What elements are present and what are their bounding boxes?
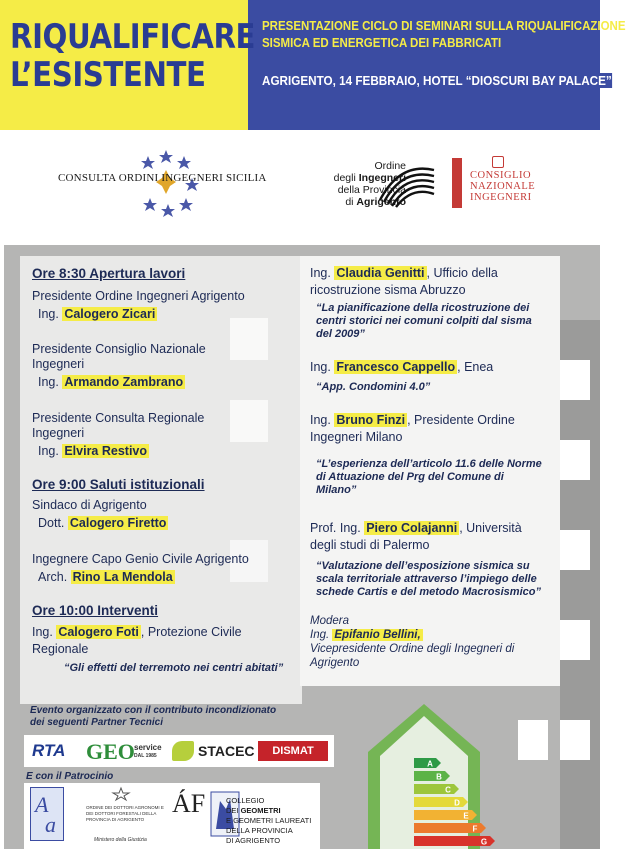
ordine-line-4a: di bbox=[345, 196, 357, 208]
speaker-title: Ing. bbox=[38, 444, 63, 458]
partner-logos bbox=[24, 735, 334, 767]
speaker-name: Elvira Restivo bbox=[64, 444, 148, 458]
section-greetings bbox=[32, 477, 205, 493]
speaker-org: ricostruzione sisma Abruzzo bbox=[310, 283, 466, 297]
speaker-name: Francesco Cappello bbox=[336, 360, 456, 374]
title-line-2: L’ESISTENTE bbox=[10, 55, 206, 95]
geometri-line: DI AGRIGENTO bbox=[226, 836, 281, 845]
moderator-line bbox=[310, 628, 514, 642]
energy-class-label: C bbox=[445, 785, 451, 795]
ministry-name: Ministero della Giustizia bbox=[94, 837, 147, 843]
speaker-name: Claudia Genitti bbox=[336, 266, 425, 280]
speaker-title: Ing. bbox=[310, 266, 335, 280]
geometri-line: E GEOMETRI LAUREATI bbox=[226, 816, 312, 825]
cni-name bbox=[470, 170, 535, 203]
talk-title-line: “L’esperienza dell’articolo 11.6 delle Norme bbox=[316, 458, 542, 470]
ordine-line-1: Ordine bbox=[374, 160, 406, 172]
subtitle-line-1: PRESENTAZIONE CICLO DI SEMINARI SULLA RIQUALIFICAZIONE bbox=[262, 19, 626, 33]
speaker-title: Arch. bbox=[38, 570, 71, 584]
cni-bar bbox=[452, 158, 462, 208]
speaker-title: Ing. bbox=[38, 307, 63, 321]
speaker-role: Ingegneri bbox=[32, 357, 85, 371]
window bbox=[560, 720, 590, 760]
speaker-org: , Protezione Civile bbox=[140, 625, 242, 639]
speaker-role: Ingegneri bbox=[32, 426, 85, 440]
talk-title bbox=[316, 560, 541, 599]
cni-line-3: INGEGNERI bbox=[470, 192, 532, 203]
ordine-line-4b: Agrigento bbox=[356, 196, 406, 208]
geo-logo: GEO bbox=[86, 739, 135, 764]
speaker-org: degli studi di Palermo bbox=[310, 538, 430, 552]
emblem-icon bbox=[112, 787, 130, 801]
event-title bbox=[10, 18, 255, 94]
ordine-line-3: della Provincia bbox=[337, 184, 406, 196]
sponsor-note-line: dei seguenti Partner Tecnici bbox=[30, 717, 164, 728]
letter-a-icon: a bbox=[45, 812, 56, 837]
cni-line-1: CONSIGLIO bbox=[470, 170, 532, 181]
speaker-title: Ing. bbox=[38, 375, 63, 389]
speaker bbox=[310, 413, 515, 428]
rta-logo: RTA bbox=[32, 741, 66, 760]
talk-title-line: “La pianificazione della ricostruzione dei bbox=[316, 302, 530, 314]
speaker bbox=[310, 521, 522, 536]
talk-title bbox=[316, 302, 532, 341]
talk-title: “App. Condomini 4.0” bbox=[316, 381, 431, 393]
speaker-title: Prof. Ing. bbox=[310, 521, 365, 535]
window bbox=[560, 440, 590, 480]
speaker bbox=[310, 360, 493, 375]
subtitle-line-2: SISMICA ED ENERGETICA DEI FABBRICATI bbox=[262, 36, 502, 50]
geometri-line: COLLEGIO bbox=[226, 796, 265, 805]
window bbox=[518, 720, 548, 760]
energy-class-bar bbox=[414, 797, 468, 807]
ordine-line-2a: degli bbox=[333, 172, 359, 184]
speaker bbox=[32, 625, 242, 640]
moderator-role: Agrigento bbox=[310, 657, 360, 669]
moderator-name: Epifanio Bellini, bbox=[334, 629, 421, 641]
section-opening bbox=[32, 266, 185, 282]
stacec-logo: STACEC bbox=[198, 743, 255, 759]
geometri-line: DELLA PROVINCIA bbox=[226, 826, 293, 835]
energy-class-label: G bbox=[480, 837, 488, 847]
speaker-org: , Ufficio della bbox=[426, 266, 498, 280]
talk-title-line: del 2009” bbox=[316, 328, 365, 340]
agronomi-logo bbox=[30, 787, 64, 841]
energy-class-label: E bbox=[463, 811, 469, 821]
section-title: Ore 10:00 Interventi bbox=[32, 603, 159, 618]
speaker-role: Sindaco di Agrigento bbox=[32, 498, 147, 512]
cni-logo bbox=[452, 156, 552, 212]
cni-line-2: NAZIONALE bbox=[470, 181, 536, 192]
section-talks bbox=[32, 603, 158, 619]
title-line-1: RIQUALIFICARE bbox=[10, 17, 256, 57]
geo-sub-line: service bbox=[134, 743, 162, 752]
window bbox=[560, 360, 590, 400]
swirl-icon bbox=[378, 160, 438, 208]
moderator-role: Vicepresidente Ordine degli Ingegneri di bbox=[310, 643, 515, 655]
stacec-icon bbox=[172, 741, 194, 761]
consulta-logo bbox=[58, 148, 278, 218]
window bbox=[560, 530, 590, 570]
geometri-line bbox=[226, 806, 326, 816]
speaker-org: Regionale bbox=[32, 642, 89, 656]
energy-class-bar bbox=[414, 771, 450, 781]
speaker-title: Dott. bbox=[38, 516, 68, 530]
event-date-venue: AGRIGENTO, 14 FEBBRAIO, HOTEL “DIOSCURI BAY PALACE” bbox=[262, 73, 612, 88]
energy-class-label: B bbox=[436, 772, 442, 782]
section-title: Ore 8:30 Apertura lavori bbox=[32, 266, 186, 281]
speaker-role: Presidente Ordine Ingegneri Agrigento bbox=[32, 289, 245, 303]
sponsor-note-line: Evento organizzato con il contributo incondizionato bbox=[30, 705, 277, 716]
talk-title-line: centri storici nei comuni colpiti dal sisma bbox=[316, 315, 532, 327]
window bbox=[230, 400, 268, 442]
speaker-org: , Università bbox=[459, 521, 522, 535]
speaker-name: Armando Zambrano bbox=[64, 375, 184, 389]
energy-class-label: A bbox=[427, 759, 433, 769]
speaker bbox=[38, 375, 185, 390]
talk-title: “Gli effetti del terremoto nei centri abitati” bbox=[64, 662, 284, 674]
speaker-org: , Presidente Ordine bbox=[407, 413, 515, 427]
event-subtitle bbox=[262, 18, 626, 52]
seal-icon bbox=[492, 156, 504, 168]
talk-title-line: Milano” bbox=[316, 484, 357, 496]
speaker-title: Ing. bbox=[32, 625, 57, 639]
talk-title bbox=[316, 458, 542, 497]
speaker-name: Bruno Finzi bbox=[336, 413, 406, 427]
geo-subtitle bbox=[134, 744, 162, 760]
speaker-name: Rino La Mendola bbox=[72, 570, 173, 584]
dismat-logo: DISMAT bbox=[258, 741, 328, 761]
speaker-name: Calogero Firetto bbox=[69, 516, 167, 530]
speaker-name: Piero Colajanni bbox=[366, 521, 458, 535]
speaker-role: Presidente Consiglio Nazionale bbox=[32, 342, 206, 356]
af-logo: ÁF bbox=[172, 789, 206, 818]
speaker-title: Ing. bbox=[310, 629, 333, 641]
speaker-title: Ing. bbox=[310, 360, 335, 374]
talk-title-line: schede Cartis e del metodo Macrosismico” bbox=[316, 586, 541, 598]
geometri-name bbox=[226, 796, 326, 846]
sponsor-note bbox=[30, 705, 276, 729]
speaker-name: Calogero Zicari bbox=[64, 307, 156, 321]
geometri-line-2a: DEI bbox=[226, 806, 241, 815]
speaker-title: Ing. bbox=[310, 413, 335, 427]
speaker bbox=[38, 570, 175, 585]
energy-class-bar bbox=[414, 784, 459, 794]
consulta-name: CONSULTA ORDINI INGEGNERI SICILIA bbox=[58, 172, 267, 184]
talk-title-line: scala territoriale attraverso l’impiego delle bbox=[316, 573, 537, 585]
energy-class-house-icon bbox=[364, 700, 488, 849]
speaker-role: Presidente Consulta Regionale bbox=[32, 411, 205, 425]
window bbox=[560, 620, 590, 660]
geo-sub-line: DAL 1985 bbox=[134, 753, 157, 759]
speaker-role: Ingegnere Capo Genio Civile Agrigento bbox=[32, 552, 249, 566]
speaker bbox=[38, 307, 157, 322]
window bbox=[230, 318, 268, 360]
moderator-label: Modera bbox=[310, 615, 349, 627]
speaker-name: Calogero Foti bbox=[58, 625, 139, 639]
section-title: Ore 9:00 Saluti istituzionali bbox=[32, 477, 205, 492]
talk-title-line: di Attuazione del Prg del Comune di bbox=[316, 471, 504, 483]
speaker bbox=[38, 444, 149, 459]
letter-a-icon: A bbox=[35, 792, 49, 817]
speaker bbox=[38, 516, 168, 531]
speaker-org: Ingegneri Milano bbox=[310, 430, 403, 444]
agronomi-name: ORDINE DEI DOTTORI AGRONOMI E DEI DOTTORI FORESTALI DELLA PROVINCIA DI AGRIGENTO bbox=[86, 805, 164, 822]
patronage-label: E con il Patrocinio bbox=[26, 771, 114, 782]
energy-class-label: F bbox=[472, 824, 478, 834]
speaker-org: , Enea bbox=[457, 360, 494, 374]
speaker bbox=[310, 266, 498, 281]
energy-class-label: D bbox=[454, 798, 460, 808]
ordine-agrigento-logo bbox=[306, 160, 436, 220]
moderator bbox=[310, 614, 514, 670]
geometri-line-2b: GEOMETRI bbox=[240, 806, 281, 815]
ordine-line-2b: Ingegneri bbox=[358, 172, 406, 184]
talk-title-line: “Valutazione dell’esposizione sismica su bbox=[316, 560, 530, 572]
